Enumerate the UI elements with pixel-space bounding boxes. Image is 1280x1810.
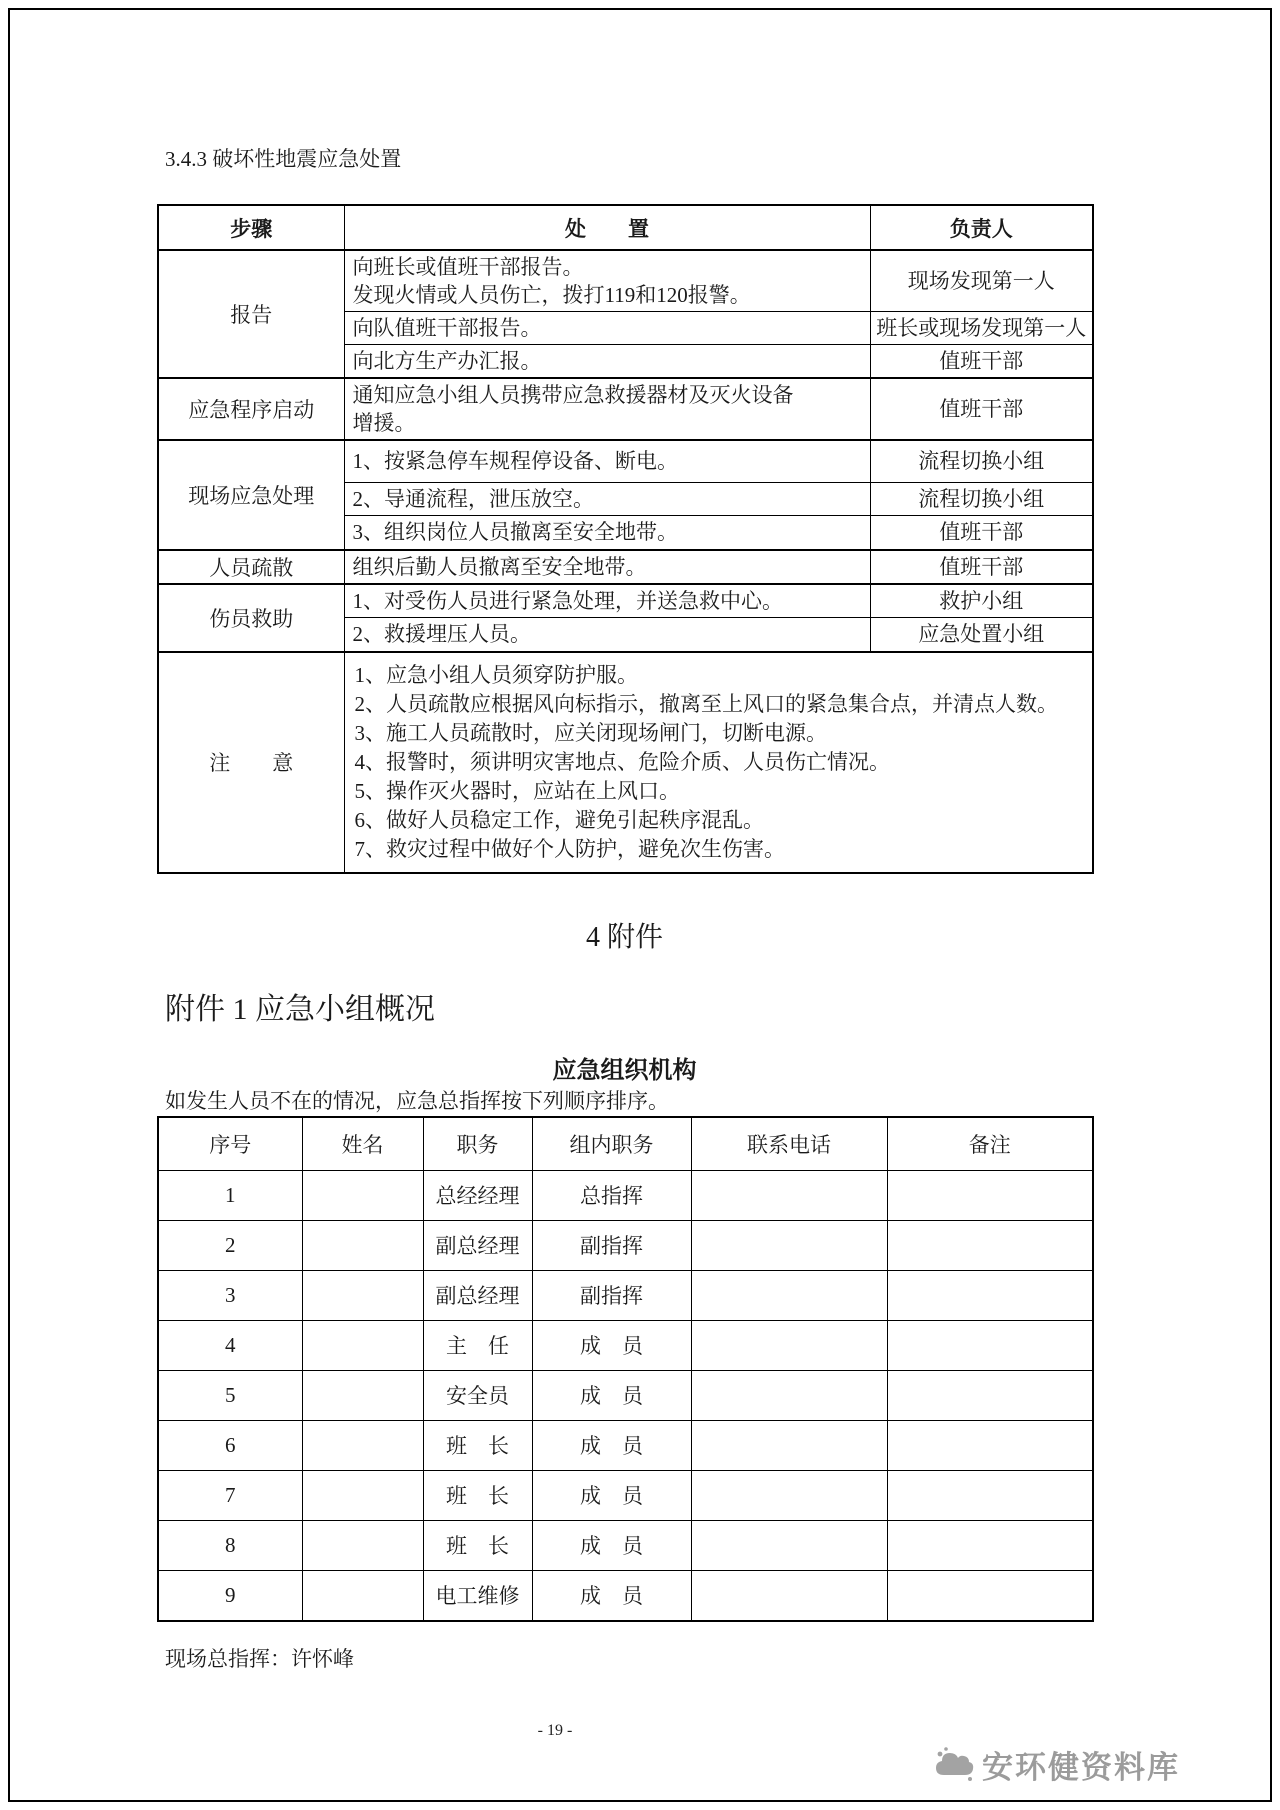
responsible-cell: 现场发现第一人 (870, 250, 1093, 312)
cell-group-role: 副指挥 (532, 1220, 691, 1270)
emergency-team-table (157, 1116, 1094, 1622)
action-cell: 向队值班干部报告。 (344, 312, 870, 345)
cell-no: 3 (158, 1270, 302, 1320)
cell-remark (887, 1170, 1093, 1220)
table-row (158, 1420, 1093, 1470)
cell-name (302, 1520, 423, 1570)
table-row (158, 250, 1093, 312)
cell-position: 班 长 (423, 1420, 532, 1470)
cell-group-role: 副指挥 (532, 1270, 691, 1320)
page-number: - 19 - (537, 1722, 573, 1739)
cell-remark (887, 1370, 1093, 1420)
responsible-cell: 值班干部 (870, 378, 1093, 440)
cell-group-role: 成 员 (532, 1470, 691, 1520)
table-row (158, 1170, 1093, 1220)
note-line: 2、人员疏散应根据风向标指示，撤离至上风口的紧急集合点，并清点人数。 (354, 691, 1058, 716)
cell-no: 4 (158, 1320, 302, 1370)
action-line: 发现火情或人员伤亡，拨打119和120报警。 (352, 283, 751, 307)
cloud-logo-icon (930, 1745, 976, 1785)
site-commander-note: 现场总指挥：许怀峰 (165, 1646, 354, 1671)
cell-name (302, 1370, 423, 1420)
cell-position: 安全员 (423, 1370, 532, 1420)
cell-no: 6 (158, 1420, 302, 1470)
responsible-cell: 流程切换小组 (870, 440, 1093, 482)
note-line: 6、做好人员稳定工作，避免引起秩序混乱。 (354, 807, 764, 832)
table-row (158, 378, 1093, 440)
cell-remark (887, 1570, 1093, 1621)
org-chart-intro: 如发生人员不在的情况，应急总指挥按下列顺序排序。 (165, 1088, 669, 1113)
cell-position: 主 任 (423, 1320, 532, 1370)
responsible-cell: 值班干部 (870, 550, 1093, 584)
table-row (158, 550, 1093, 584)
responsible-cell: 流程切换小组 (870, 482, 1093, 515)
table-row (158, 1520, 1093, 1570)
header-phone: 联系电话 (691, 1117, 887, 1171)
cell-remark (887, 1420, 1093, 1470)
cell-phone (691, 1520, 887, 1570)
responsible-cell: 班长或现场发现第一人 (870, 312, 1093, 345)
cell-group-role: 总指挥 (532, 1170, 691, 1220)
note-line: 1、应急小组人员须穿防护服。 (354, 662, 638, 687)
attachment-subheading: 附件 1 应急小组概况 (165, 992, 435, 1026)
cell-phone (691, 1370, 887, 1420)
cell-remark (887, 1320, 1093, 1370)
action-cell: 2、导通流程，泄压放空。 (344, 482, 870, 515)
cell-position: 电工维修 (423, 1570, 532, 1621)
watermark (930, 1742, 1180, 1787)
header-disposal: 处 置 (344, 205, 870, 250)
step-cell: 应急程序启动 (158, 378, 344, 440)
table-row (158, 1270, 1093, 1320)
header-remark: 备注 (887, 1117, 1093, 1171)
cell-name (302, 1570, 423, 1621)
action-line: 通知应急小组人员携带应急救援器材及灭火设备 (352, 383, 794, 407)
cell-no: 7 (158, 1470, 302, 1520)
action-cell: 向北方生产办汇报。 (344, 345, 870, 379)
action-cell: 3、组织岗位人员撤离至安全地带。 (344, 515, 870, 550)
responsible-cell: 值班干部 (870, 515, 1093, 550)
step-cell: 注 意 (158, 652, 344, 873)
cell-remark (887, 1220, 1093, 1270)
table-row (158, 1370, 1093, 1420)
action-cell: 1、对受伤人员进行紧急处理，并送急救中心。 (344, 584, 870, 618)
cell-name (302, 1270, 423, 1320)
note-line: 7、救灾过程中做好个人防护，避免次生伤害。 (354, 836, 785, 861)
cell-no: 1 (158, 1170, 302, 1220)
cell-position: 副总经理 (423, 1270, 532, 1320)
cell-group-role: 成 员 (532, 1320, 691, 1370)
cell-no: 2 (158, 1220, 302, 1270)
cell-name (302, 1470, 423, 1520)
cell-group-role: 成 员 (532, 1520, 691, 1570)
notes-cell (344, 652, 1093, 873)
cell-no: 9 (158, 1570, 302, 1621)
watermark-text: 安环健资料库 (982, 1750, 1180, 1785)
note-line: 5、操作灭火器时，应站在上风口。 (354, 778, 680, 803)
cell-position: 班 长 (423, 1520, 532, 1570)
org-chart-title: 应急组织机构 (552, 1056, 697, 1084)
cell-phone (691, 1470, 887, 1520)
note-line: 4、报警时，须讲明灾害地点、危险介质、人员伤亡情况。 (354, 749, 890, 774)
responsible-cell: 救护小组 (870, 584, 1093, 618)
step-cell: 报告 (158, 250, 344, 378)
table-row (158, 1220, 1093, 1270)
action-cell: 1、按紧急停车规程停设备、断电。 (344, 440, 870, 482)
cell-name (302, 1420, 423, 1470)
cell-phone (691, 1220, 887, 1270)
responsible-cell: 值班干部 (870, 345, 1093, 379)
header-responsible: 负责人 (870, 205, 1093, 250)
cell-position: 班 长 (423, 1470, 532, 1520)
action-cell: 组织后勤人员撤离至安全地带。 (344, 550, 870, 584)
page-content (157, 0, 1092, 1672)
step-cell: 现场应急处理 (158, 440, 344, 550)
cell-remark (887, 1270, 1093, 1320)
header-no: 序号 (158, 1117, 302, 1171)
header-step: 步骤 (158, 205, 344, 250)
table-header-row (158, 205, 1093, 250)
action-cell (344, 378, 870, 440)
cell-no: 5 (158, 1370, 302, 1420)
table-header-row (158, 1117, 1093, 1171)
cell-phone (691, 1170, 887, 1220)
cell-remark (887, 1520, 1093, 1570)
section-title: 3.4.3 破坏性地震应急处置 (165, 147, 402, 171)
header-position: 职务 (423, 1117, 532, 1171)
cell-phone (691, 1420, 887, 1470)
cell-no: 8 (158, 1520, 302, 1570)
step-cell: 人员疏散 (158, 550, 344, 584)
cell-name (302, 1220, 423, 1270)
action-cell (344, 250, 870, 312)
table-row (158, 1320, 1093, 1370)
header-group-role: 组内职务 (532, 1117, 691, 1171)
emergency-response-table (157, 204, 1094, 874)
cell-remark (887, 1470, 1093, 1520)
header-name: 姓名 (302, 1117, 423, 1171)
cell-phone (691, 1320, 887, 1370)
cell-name (302, 1320, 423, 1370)
step-cell: 伤员救助 (158, 584, 344, 652)
cell-phone (691, 1570, 887, 1621)
table-row (158, 584, 1093, 618)
responsible-cell: 应急处置小组 (870, 618, 1093, 652)
cell-position: 副总经理 (423, 1220, 532, 1270)
action-cell: 2、救援埋压人员。 (344, 618, 870, 652)
table-row (158, 652, 1093, 873)
cell-phone (691, 1270, 887, 1320)
table-row (158, 1470, 1093, 1520)
cell-group-role: 成 员 (532, 1420, 691, 1470)
cell-group-role: 成 员 (532, 1570, 691, 1621)
attachment-heading: 4 附件 (585, 921, 663, 953)
table-row (158, 440, 1093, 482)
table-row (158, 1570, 1093, 1621)
action-line: 向班长或值班干部报告。 (352, 255, 584, 279)
cell-position: 总经经理 (423, 1170, 532, 1220)
note-line: 3、施工人员疏散时，应关闭现场闸门，切断电源。 (354, 720, 827, 745)
cell-name (302, 1170, 423, 1220)
action-line: 增援。 (352, 411, 416, 435)
cell-group-role: 成 员 (532, 1370, 691, 1420)
